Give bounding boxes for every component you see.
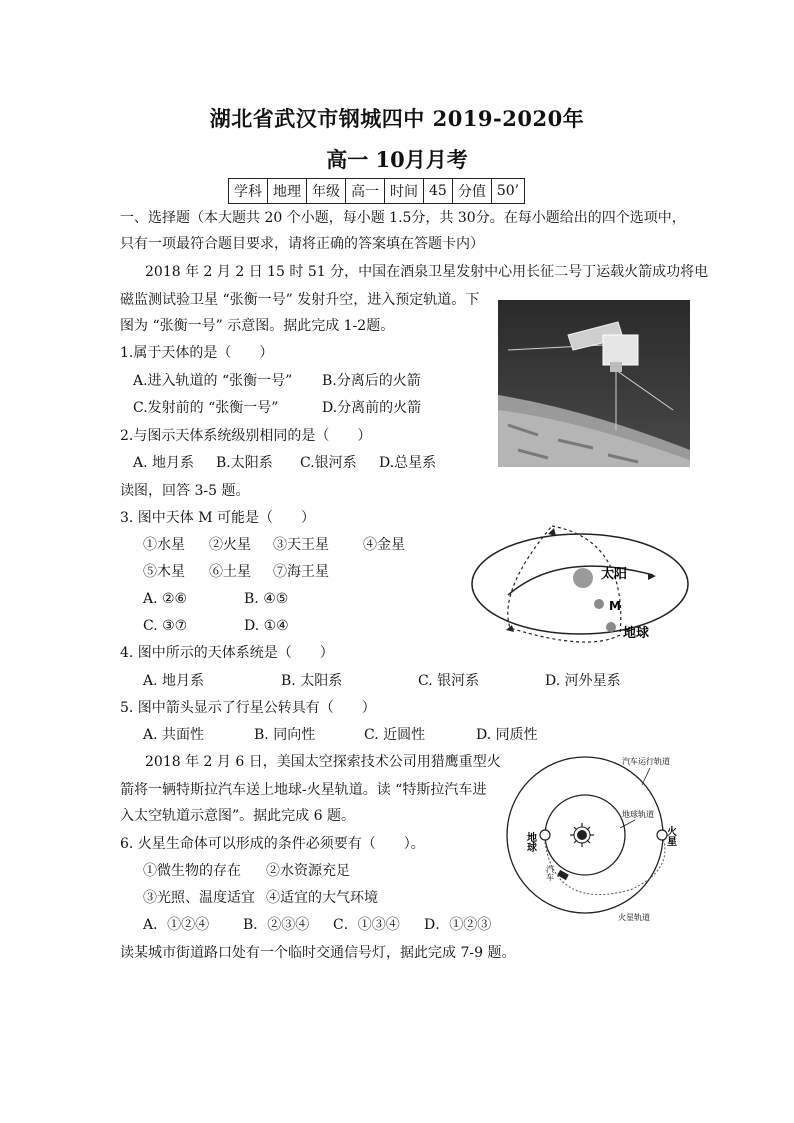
q3-choice-1: ①水星	[143, 537, 185, 553]
car-label: 汽车	[545, 865, 555, 881]
q6-option-a: A．①②④	[143, 917, 210, 933]
info-cell: 时间	[385, 179, 424, 204]
car-orbit	[545, 835, 665, 895]
info-table	[228, 178, 525, 204]
car-orbit-label: 汽车运行轨道	[622, 757, 670, 766]
satellite-illustration	[498, 300, 690, 467]
q3-stem: 3. 图中天体 M 可能是（ ）	[120, 510, 316, 526]
q3-choice-2: ②火星	[209, 537, 251, 553]
passage1-line1: 2018 年 2 月 2 日 15 时 51 分，中国在酒泉卫星发射中心用长征二号丁运载火箭成功将电	[145, 264, 709, 280]
q6-choice-2: ②水资源充足	[266, 863, 350, 879]
q3-option-d: D. ①④	[244, 618, 289, 634]
earth-orbit-label: 地球轨道	[622, 810, 654, 819]
q3-choice-4: ④金星	[363, 537, 405, 553]
q4-option-d: D. 河外星系	[545, 673, 621, 689]
earth-label: 地球	[524, 832, 536, 852]
intro-7-9: 读某城市街道路口处有一个临时交通信号灯，据此完成 7-9 题。	[120, 945, 516, 961]
info-cell: 学科	[229, 179, 268, 204]
exam-title: 湖北省武汉市钢城四中 2019-2020年	[209, 106, 585, 131]
q6-option-b: B．②③④	[243, 917, 310, 933]
q4-stem: 4. 图中所示的天体系统是（ ）	[120, 645, 334, 661]
earth-icon	[540, 830, 550, 840]
q5-option-b: B. 同向性	[254, 727, 316, 743]
q1-stem: 1.属于天体的是（ ）	[120, 345, 274, 361]
planet-m-icon	[594, 599, 604, 609]
passage2-line2: 箭将一辆特斯拉汽车送上地球-火星轨道。读 “特斯拉汽车进	[120, 782, 487, 798]
satellite-photo	[498, 300, 690, 467]
info-cell: 分值	[452, 179, 491, 204]
info-cell: 45	[424, 179, 453, 204]
mars-label: 火星	[664, 826, 676, 846]
q2-stem: 2.与图示天体系统级别相同的是（ ）	[120, 428, 372, 444]
passage1-line3: 图为 “张衡一号” 示意图。据此完成 1-2题。	[120, 318, 395, 334]
q6-choice-1: ①微生物的存在	[143, 863, 241, 879]
q2-option-d: D.总星系	[379, 455, 437, 471]
q4-option-a: A. 地月系	[143, 673, 205, 689]
q6-choice-3: ③光照、温度适宜	[143, 890, 255, 906]
q4-option-c: C. 银河系	[418, 673, 480, 689]
q1-option-b: B.分离后的火箭	[322, 373, 421, 389]
tesla-orbit-diagram	[500, 750, 700, 925]
intro-3-5: 读图，回答 3-5 题。	[120, 483, 250, 499]
section-heading-cont: 只有一项最符合题目要求，请将正确的答案填在答题卡内）	[120, 236, 484, 252]
q5-stem: 5. 图中箭头显示了行星公转具有（ ）	[120, 700, 376, 716]
q6-option-c: C．①③④	[333, 917, 400, 933]
q2-option-c: C.银河系	[300, 455, 357, 471]
q6-stem: 6. 火星生命体可以形成的条件必须要有（ ）。	[120, 836, 425, 852]
solar-system-diagram	[468, 520, 693, 648]
sun-core-icon	[577, 830, 587, 840]
q1-option-a: A.进入轨道的 “张衡一号”	[133, 373, 293, 389]
q6-choice-4: ④适宜的大气环境	[266, 890, 378, 906]
q6-option-d: D．①②③	[424, 917, 492, 933]
q2-option-b: B.太阳系	[216, 455, 273, 471]
passage2-line3: 入太空轨道示意图”。据此完成 6 题。	[120, 808, 355, 824]
passage1-line2: 磁监测试验卫星 “张衡一号” 发射升空，进入预定轨道。下	[120, 292, 480, 308]
q5-option-c: C. 近圆性	[364, 727, 426, 743]
passage2-line1: 2018 年 2 月 6 日，美国太空探索技术公司用猎鹰重型火	[145, 754, 501, 770]
earth-label: 地球	[623, 626, 650, 641]
q3-choice-5: ⑤木星	[143, 564, 185, 580]
section-heading: 一、选择题（本大题共 20 个小题，每小题 1.5分，共 30分。在每小题给出的四个选项中，	[120, 210, 686, 226]
q1-option-d: D.分离前的火箭	[322, 400, 422, 416]
mars-orbit-label: 火星轨道	[618, 913, 650, 922]
info-cell: 年级	[307, 179, 346, 204]
sun-icon	[573, 568, 593, 588]
sun-label: 太阳	[601, 567, 628, 582]
q3-choice-6: ⑥土星	[209, 564, 251, 580]
q2-option-a: A. 地月系	[133, 455, 195, 471]
m-label: M	[609, 599, 621, 613]
q3-option-c: C. ③⑦	[143, 618, 188, 634]
info-cell: 地理	[268, 179, 307, 204]
earth-icon	[606, 622, 616, 632]
info-cell: 高一	[346, 179, 385, 204]
q5-option-d: D. 同质性	[476, 727, 538, 743]
q3-choice-3: ③天王星	[273, 537, 329, 553]
q3-option-a: A. ②⑥	[143, 591, 188, 607]
q5-option-a: A. 共面性	[143, 727, 205, 743]
exam-subtitle: 高一 10月月考	[326, 147, 468, 172]
q1-option-c: C.发射前的 “张衡一号”	[133, 400, 279, 416]
q3-choice-7: ⑦海王星	[273, 564, 329, 580]
dashed-orbit	[508, 526, 621, 642]
info-cell: 50’	[491, 179, 524, 204]
q4-option-b: B. 太阳系	[281, 673, 343, 689]
q3-option-b: B. ④⑤	[244, 591, 289, 607]
